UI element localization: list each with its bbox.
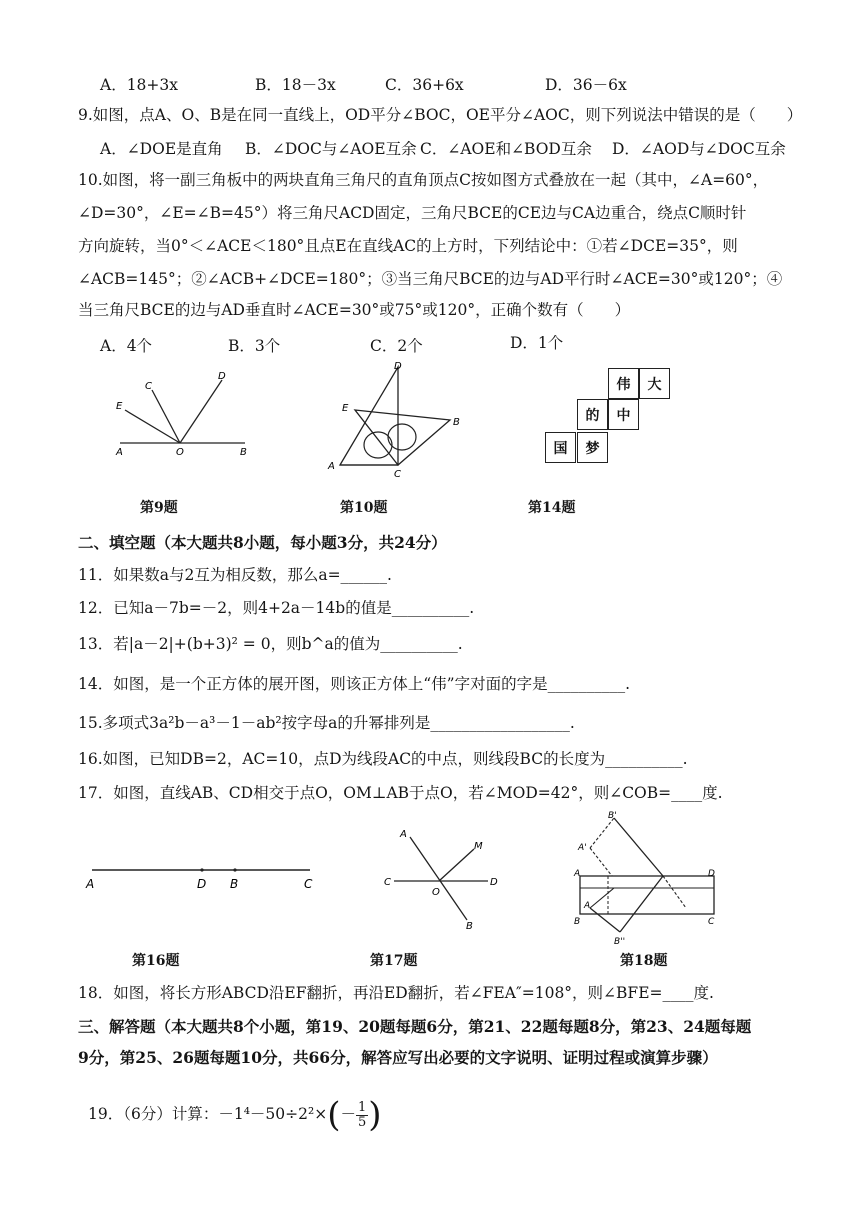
- fig18-label-b-prime: B': [608, 811, 617, 821]
- net-cell-zhong: 中: [608, 399, 639, 430]
- q11: 11．如果数a与2互为相反数，那么a=______.: [78, 566, 392, 584]
- fig17-label-o: O: [432, 887, 440, 898]
- figure-18-caption: 第18题: [620, 953, 668, 969]
- q19-frac-denominator: 5: [357, 1114, 367, 1130]
- fig16-label-c: C: [304, 877, 313, 891]
- fig18-label-d: D: [708, 869, 715, 879]
- fig9-label-c: C: [145, 381, 152, 392]
- q10-choice-c: C．2个: [370, 337, 423, 355]
- fig9-label-b: B: [240, 447, 247, 458]
- figure-17-diagram: [382, 825, 512, 930]
- fig18-label-b-double-prime: B'': [614, 937, 626, 947]
- q16: 16.如图，已知DB=2，AC=10，点D为线段AC的中点，则线段BC的长度为__________.: [78, 750, 688, 768]
- q14: 14．如图，是一个正方体的展开图，则该正方体上“伟”字对面的字是__________.: [78, 675, 631, 693]
- q10-line-4: ∠ACB=145°；②∠ACB+∠DCE=180°；③当三角尺BCE的边与AD平行时∠ACE=30°或120°；④: [78, 270, 783, 288]
- section-3-heading-line-1: 三、解答题（本大题共8个小题，第19、20题每题6分，第21、22题每题8分，第23、24题每题: [78, 1017, 752, 1036]
- q10-choice-a: A．4个: [100, 337, 153, 355]
- section-3-heading-line-2: 9分，第25、26题每题10分，共66分，解答应写出必要的文字说明、证明过程或演算步骤）: [78, 1048, 718, 1067]
- q10-line-3: 方向旋转，当0°＜∠ACE＜180°且点E在直线AC的上方时，下列结论中：①若∠DCE=35°，则: [78, 237, 738, 255]
- figure-16-diagram: [82, 860, 322, 896]
- fig16-label-b: B: [230, 877, 239, 891]
- q19-right-paren: ): [368, 1095, 382, 1135]
- figure-10-caption: 第10题: [340, 500, 388, 516]
- q9-choice-c: C．∠AOE和∠BOD互余: [420, 140, 592, 158]
- q13-prefix: 13．若: [78, 635, 129, 653]
- q13-suffix: ，则b^a的值为__________.: [270, 635, 463, 653]
- net-cell-wei: 伟: [608, 368, 639, 399]
- q8-choice-b: B．18－3x: [255, 76, 336, 94]
- fig17-label-m: M: [474, 841, 483, 852]
- q10-line-1: 10.如图，将一副三角板中的两块直角三角尺的直角顶点C按如图方式叠放在一起（其中，∠A=60°，: [78, 171, 769, 189]
- q10-choice-d: D．1个: [510, 334, 564, 352]
- fig18-label-a-prime: A': [578, 843, 587, 853]
- net-cell-de: 的: [577, 399, 608, 430]
- q12: 12．已知a－7b=－2，则4+2a－14b的值是__________.: [78, 599, 475, 617]
- q8-choice-c: C．36+6x: [385, 76, 464, 94]
- q9-choice-a: A．∠DOE是直角: [100, 140, 223, 158]
- q19-prefix: 19．（6分）计算：: [88, 1105, 219, 1123]
- fig10-label-b: B: [453, 417, 460, 428]
- fig18-label-b: B: [574, 917, 581, 927]
- fig18-label-c: C: [708, 917, 715, 927]
- fig17-label-c: C: [384, 877, 391, 888]
- q8-choice-a: A．18+3x: [100, 76, 179, 94]
- fig17-label-b: B: [466, 921, 473, 930]
- fig10-label-d: D: [394, 361, 402, 372]
- net-cell-meng: 梦: [577, 432, 608, 463]
- q17: 17．如图，直线AB、CD相交于点O，OM⊥AB于点O，若∠MOD=42°，则∠COB=____度.: [78, 784, 723, 802]
- figure-9-diagram: [100, 365, 270, 470]
- q10-choice-b: B．3个: [228, 337, 281, 355]
- q13-expression: |a－2|+(b+3)² = 0: [128, 635, 271, 653]
- figure-14-caption: 第14题: [528, 500, 576, 516]
- fig18-label-a-inner: A: [584, 901, 591, 911]
- q19-left-paren: (: [327, 1095, 341, 1135]
- q19-expression: －1⁴－50÷2²×: [218, 1105, 328, 1123]
- figure-9-caption: 第9题: [140, 500, 178, 516]
- fig10-label-e: E: [342, 403, 349, 414]
- q10-line-5: 当三角尺BCE的边与AD垂直时∠ACE=30°或75°或120°，正确个数有（ ）: [78, 301, 631, 319]
- fig9-label-e: E: [116, 401, 123, 412]
- q19: [88, 1092, 382, 1138]
- figure-10-diagram: [320, 355, 470, 480]
- fig9-label-o: O: [176, 447, 184, 458]
- net-cell-guo: 国: [545, 432, 576, 463]
- fig16-label-a: A: [86, 877, 95, 891]
- fig18-label-a-top: A: [574, 869, 581, 879]
- q9-stem: 9.如图，点A、O、B是在同一直线上，OD平分∠BOC，OE平分∠AOC，则下列说法中错误的是（ ）: [78, 106, 803, 124]
- section-2-heading: 二、填空题（本大题共8小题，每小题3分，共24分）: [78, 533, 447, 552]
- fig9-label-d: D: [218, 371, 226, 382]
- q9-choice-b: B．∠DOC与∠AOE互余: [245, 140, 417, 158]
- q19-frac-numerator: 1: [357, 1099, 367, 1115]
- q8-choice-d: D．36－6x: [545, 76, 627, 94]
- q19-fraction: [356, 1101, 368, 1130]
- fig17-label-a: A: [400, 829, 407, 840]
- figure-17-caption: 第17题: [370, 953, 418, 969]
- fig16-label-d: D: [197, 877, 207, 891]
- q9-choice-d: D．∠AOD与∠DOC互余: [612, 140, 786, 158]
- figure-16-caption: 第16题: [132, 953, 180, 969]
- fig10-label-c: C: [394, 469, 401, 480]
- q18: 18．如图，将长方形ABCD沿EF翻折，再沿ED翻折，若∠FEA″=108°，则∠BFE=____度.: [78, 984, 714, 1002]
- q15: 15.多项式3a²b－a³－1－ab²按字母a的升幂排列是__________________.: [78, 714, 575, 732]
- q10-line-2: ∠D=30°，∠E=∠B=45°）将三角尺ACD固定，三角尺BCE的CE边与CA边重合，绕点C顺时针: [78, 204, 747, 222]
- fig17-label-d: D: [490, 877, 498, 888]
- fig9-label-a: A: [116, 447, 123, 458]
- fig10-label-a: A: [328, 461, 335, 472]
- q19-frac-sign: －: [340, 1105, 356, 1123]
- figure-18-diagram: [568, 808, 728, 948]
- net-cell-da: 大: [639, 368, 670, 399]
- q13: [78, 634, 463, 654]
